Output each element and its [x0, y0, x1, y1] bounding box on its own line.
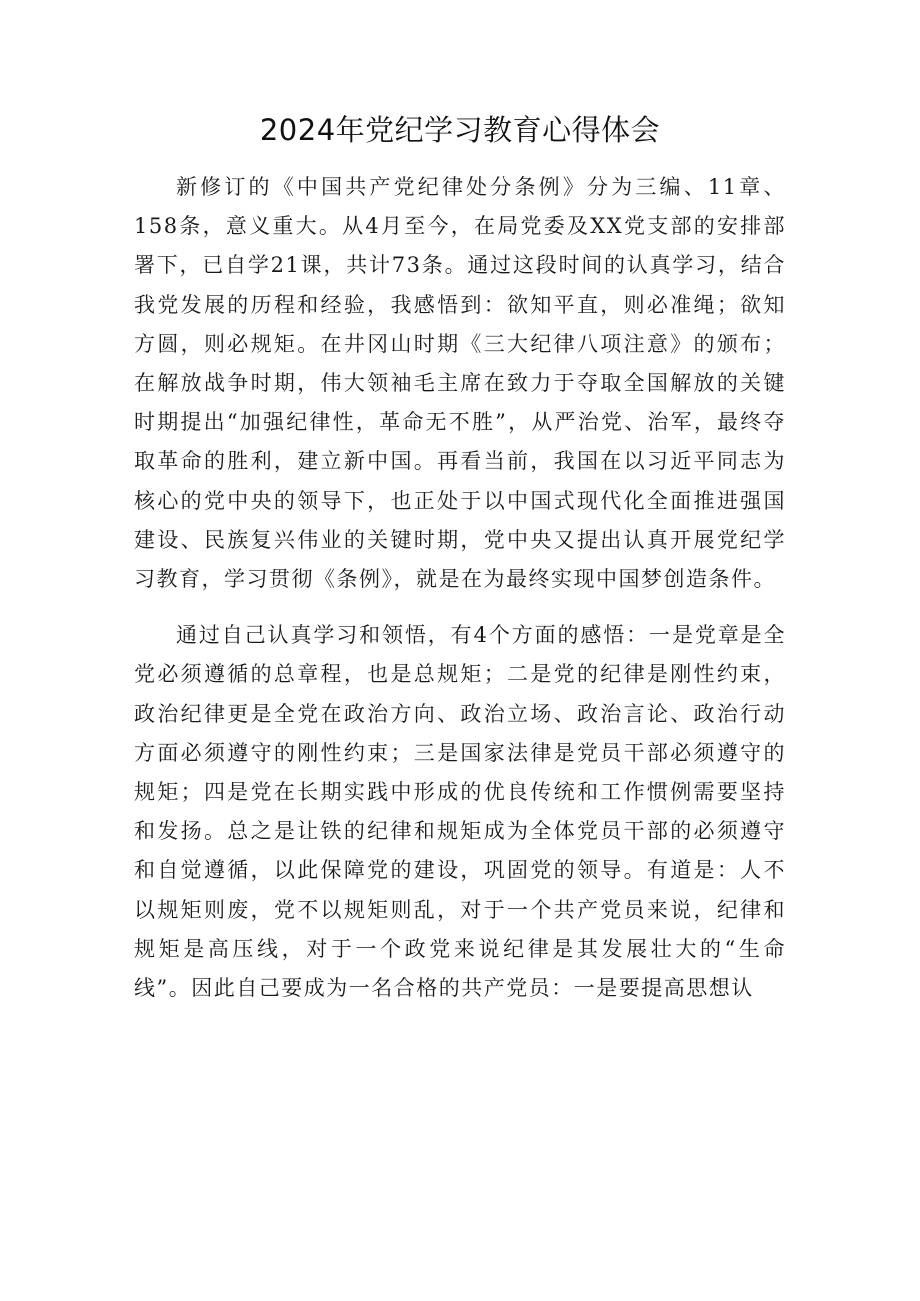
paragraph-2: 通过自己认真学习和领悟，有4个方面的感悟：一是党章是全党必须遵循的总章程，也是总规矩；二是党的纪律是刚性约束，政治纪律更是全党在政治方向、政治立场、政治言论、政治行动方面必须遵守的刚性约束；三是国家法律是党员干部必须遵守的规矩；四是党在长期实践中形成的优良传统和工作惯例需要坚持和发扬。总之是让铁的纪律和规矩成为全体党员干部的必须遵守和自觉遵循，以此保障党的建设，巩固党的领导。有道是：人不以规矩则废，党不以规矩则乱，对于一个共产党员来说，纪律和规矩是高压线，对于一个政党来说纪律是其发展壮大的“生命线”。因此自己要成为一名合格的共产党员：一是要提高思想认	[134, 623, 786, 1001]
paragraph-1: 新修订的《中国共产党纪律处分条例》分为三编、11章、158条，意义重大。从4月至今，在局党委及XX党支部的安排部署下，已自学21课，共计73条。通过这段时间的认真学习，结合我党发展的历程和经验，我感悟到：欲知平直，则必准绳；欲知方圆，则必规矩。在井冈山时期《三大纪律八项注意》的颁布；在解放战争时期，伟大领袖毛主席在致力于夺取全国解放的关键时期提出“加强纪律性，革命无不胜”，从严治党、治军，最终夺取革命的胜利，建立新中国。再看当前，我国在以习近平同志为核心的党中央的领导下，也正处于以中国式现代化全面推进强国建设、民族复兴伟业的关键时期，党中央又提出认真开展党纪学习教育，学习贯彻《条例》，就是在为最终实现中国梦创造条件。	[134, 175, 786, 592]
document-title: 2024年党纪学习教育心得体会	[259, 113, 661, 147]
document-body	[134, 168, 786, 1025]
